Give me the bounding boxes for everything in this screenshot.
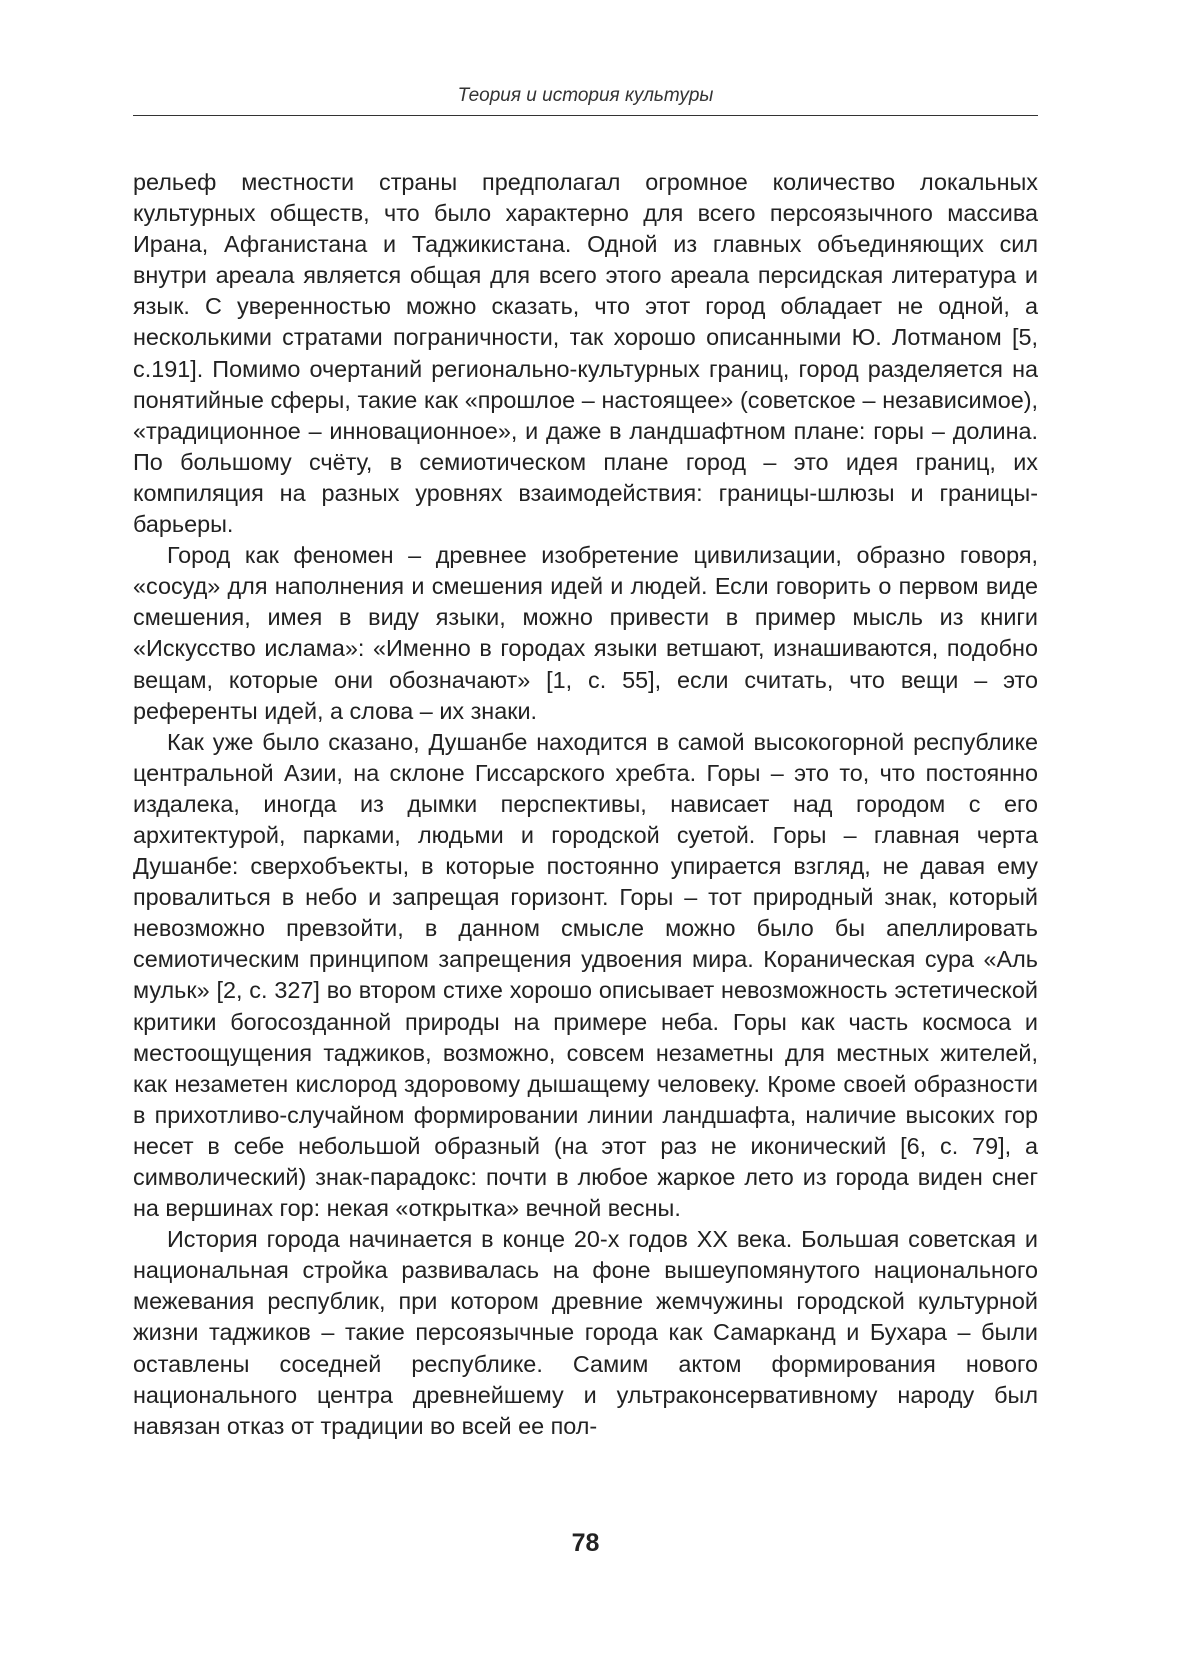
- paragraph: Город как феномен – древнее изобретение цивилизации, образно говоря, «сосуд» для наполнения и смешения идей и людей. Если говорить о первом виде смешения, имея в виду языки, можно привести в пример мысль из книги «Искусство ислама»: «Именно в городах языки ветшают, изнашиваются, подобно вещам, которые они обозначают» [1, с. 55], если считать, что вещи – это референты идей, а слова – их знаки.: [133, 542, 1038, 724]
- header-rule: [133, 115, 1038, 116]
- running-header: Теория и история культуры: [457, 85, 714, 106]
- paragraph: История города начинается в конце 20-х годов XX века. Большая советская и национальная стройка развивалась на фоне вышеупомянутого национального межевания республик, при котором древние жемчужины городской культурной жизни таджиков – такие персоязычные города как Самарканд и Бухара – были оставлены соседней республике. Самим актом формирования нового национального центра древнейшему и ультраконсервативному народу был навязан отказ от традиции во всей ее пол-: [133, 1226, 1038, 1439]
- paragraph: рельеф местности страны предполагал огромное количество локальных культурных обществ, что было характерно для всего персоязычного массива Ирана, Афганистана и Таджикистана. Одной из главных объединяющих сил внутри ареала является общая для всего этого ареала персидская литература и язык. С уверенностью можно сказать, что этот город обладает не одной, а несколькими стратами пограничности, так хорошо описанными Ю. Лотманом [5, с.191]. Помимо очертаний регионально-культурных границ, город разделяется на понятийные сферы, такие как «прошлое – настоящее» (советское – независимое), «традиционное – инновационное», и даже в ландшафтном плане: горы – долина. По большому счёту, в семиотическом плане город – это идея границ, их компиляция на разных уровнях взаимодействия: границы-шлюзы и границы-барьеры.: [133, 169, 1038, 538]
- body-text: [133, 167, 1038, 1442]
- page-number: 78: [571, 1529, 600, 1557]
- paragraph: Как уже было сказано, Душанбе находится в самой высокогорной республике центральной Азии, на склоне Гиссарского хребта. Горы – это то, что постоянно издалека, иногда из дымки перспективы, нависает над городом с его архитектурой, парками, людьми и городской суетой. Горы – главная черта Душанбе: сверхобъекты, в которые постоянно упирается взгляд, не давая ему провалиться в небо и запрещая горизонт. Горы – тот природный знак, который невозможно превзойти, в данном смысле можно было бы апеллировать семиотическим принципом запрещения удвоения мира. Кораническая сура «Аль мульк» [2, с. 327] во втором стихе хорошо описывает невозможность эстетической критики богосозданной природы на примере неба. Горы как часть космоса и местоощущения таджиков, возможно, совсем незаметны для местных жителей, как незаметен кислород здоровому дышащему человеку. Кроме своей образности в прихотливо-случайном формировании линии ландшафта, наличие высоких гор несет в себе небольшой образный (на этот раз не иконический [6, с. 79], а символический) знак-парадокс: почти в любое жаркое лето из города виден снег на вершинах гор: некая «открытка» вечной весны.: [133, 728, 1038, 1222]
